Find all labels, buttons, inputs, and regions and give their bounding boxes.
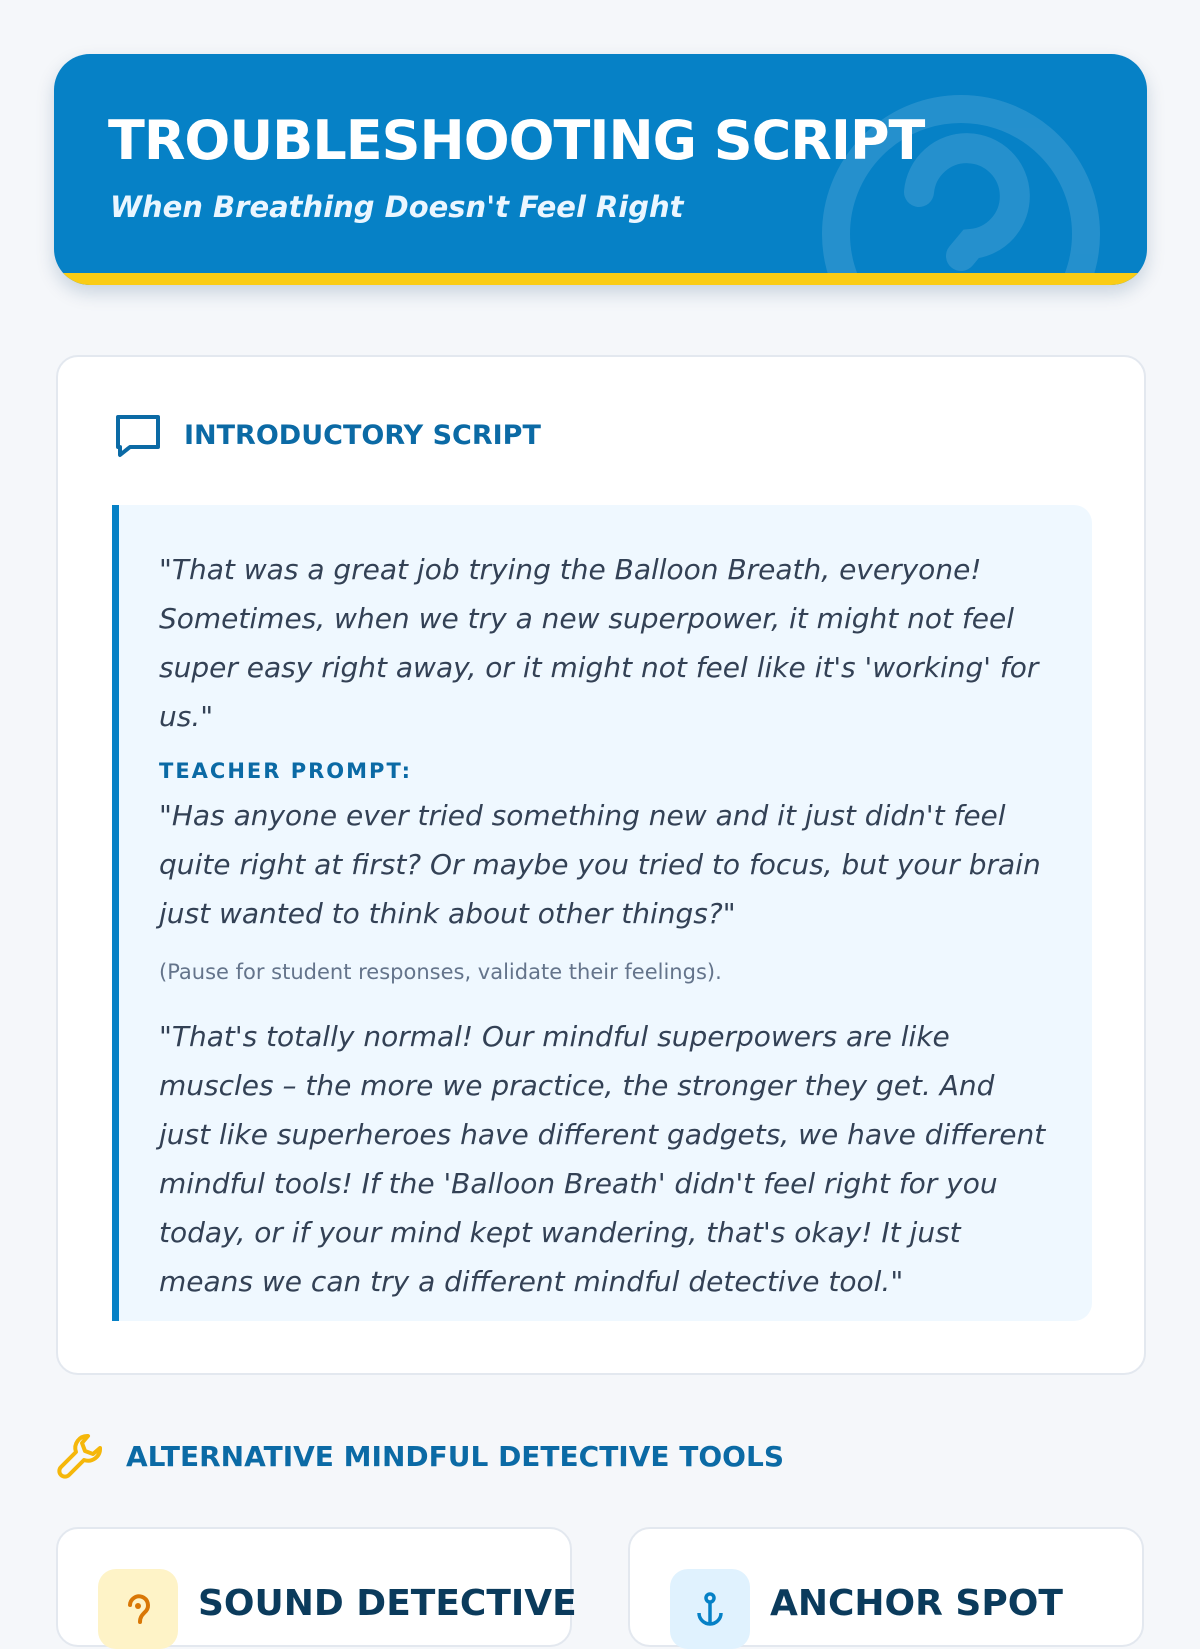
intro-script-card xyxy=(56,355,1146,1375)
teacher-prompt-label: TEACHER PROMPT: xyxy=(159,759,413,783)
script-quote-box xyxy=(112,505,1092,1321)
teacher-prompt-quote: "Has anyone ever tried something new and it just didn't feel quite right at first? Or maybe you tried to focus, but your brain just wanted to think about other things?" xyxy=(159,799,1041,930)
anchor-icon xyxy=(670,1569,750,1649)
header-banner xyxy=(54,54,1147,285)
tool-card-title: ANCHOR SPOT xyxy=(770,1583,1063,1624)
tool-card-title: SOUND DETECTIVE xyxy=(198,1583,577,1624)
page-subtitle: When Breathing Doesn't Feel Right xyxy=(110,190,684,224)
intro-section-header xyxy=(112,409,541,461)
tools-section-title: ALTERNATIVE MINDFUL DETECTIVE TOOLS xyxy=(126,1439,784,1473)
page-title: TROUBLESHOOTING SCRIPT xyxy=(108,109,925,172)
pause-note: (Pause for student responses, validate their feelings). xyxy=(159,960,722,984)
intro-section-title: INTRODUCTORY SCRIPT xyxy=(184,419,541,451)
tools-section-header xyxy=(54,1430,784,1482)
speech-bubble-icon xyxy=(112,409,164,461)
ear-icon xyxy=(98,1569,178,1649)
tool-card-anchor-spot[interactable] xyxy=(628,1527,1144,1647)
tool-card-sound-detective[interactable] xyxy=(56,1527,577,1647)
script-quote-closing: "That's totally normal! Our mindful superpowers are like muscles – the more we practice, the stronger they get. And just like superheroes have different gadgets, we have different mindful tools! If the 'Balloon Breath' didn't feel right for you today, or if your mind kept wandering, that's okay! It just means we can try a different mindful detective tool." xyxy=(159,1020,1046,1298)
wrench-icon xyxy=(54,1430,106,1482)
script-quote-opening: "That was a great job trying the Balloon Breath, everyone! Sometimes, when we try a new superpower, it might not feel super easy right away, or it might not feel like it's 'working' for us." xyxy=(159,553,1039,733)
